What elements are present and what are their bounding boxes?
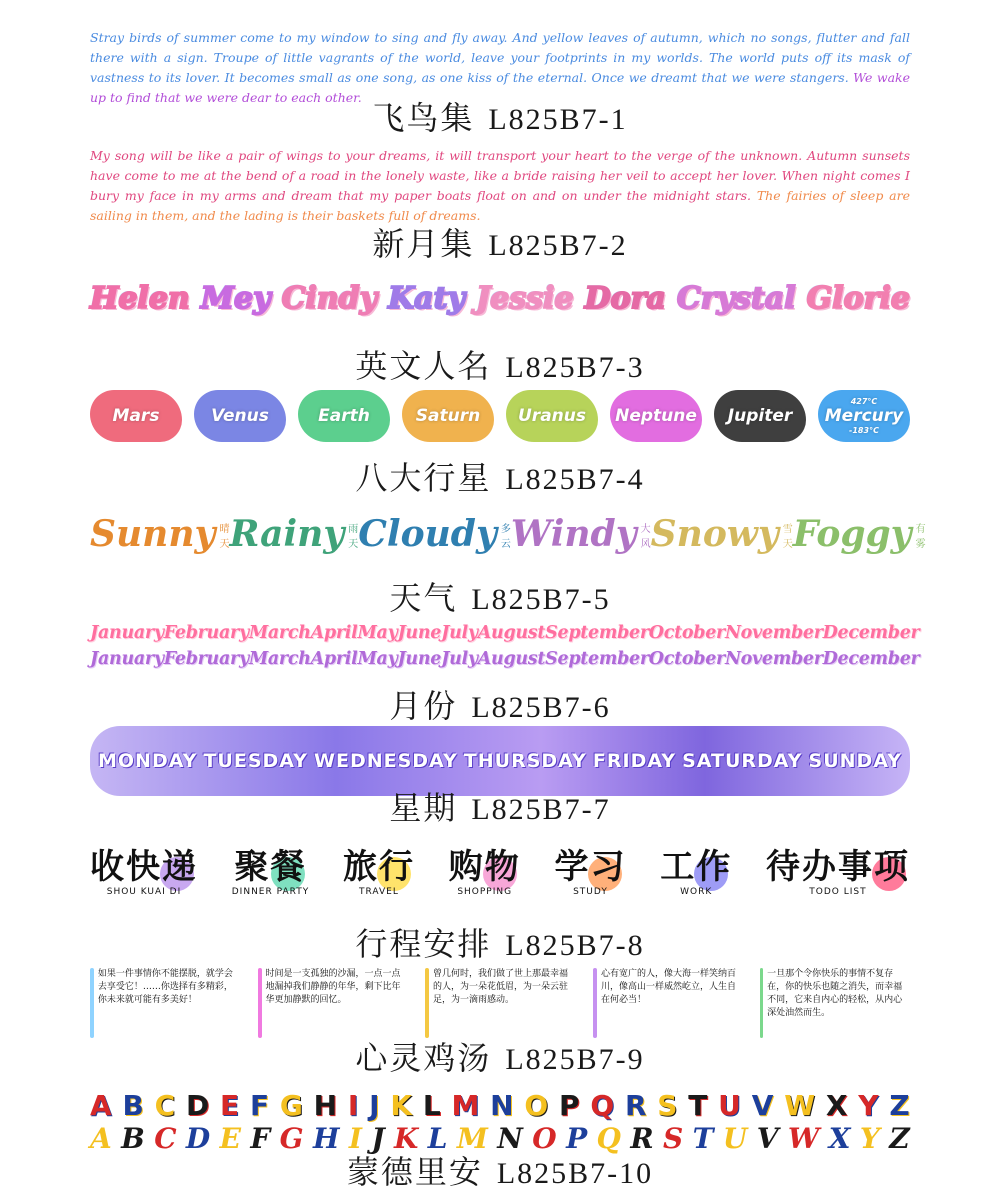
product-caption bbox=[0, 1040, 1000, 1078]
alphabet-letter: M bbox=[456, 1122, 488, 1155]
product-title: 月份 bbox=[389, 687, 458, 725]
alphabet-letter: Z bbox=[889, 1089, 910, 1122]
tape-crescent-moon bbox=[90, 146, 910, 226]
alphabet-letter: R bbox=[630, 1122, 654, 1155]
alphabet-letter: V bbox=[756, 1122, 779, 1155]
alphabet-letter: J bbox=[369, 1089, 380, 1122]
month-word: December bbox=[822, 649, 920, 669]
alphabet-letter: G bbox=[279, 1089, 303, 1122]
month-word: November bbox=[724, 649, 823, 669]
product-title: 行程安排 bbox=[355, 925, 492, 963]
planet-label: Saturn bbox=[402, 390, 494, 442]
alphabet-letter: Q bbox=[590, 1089, 615, 1122]
alphabet-letter: G bbox=[279, 1122, 304, 1155]
alphabet-letter: U bbox=[722, 1122, 748, 1155]
schedule-item bbox=[766, 847, 910, 897]
quote-note bbox=[90, 966, 240, 1040]
quote-text: 如果一件事情你不能摆脱，就学会去享受它！……你选择有多精彩，你未来就可能有多美好！ bbox=[97, 969, 233, 1005]
product-code: L825B7-7 bbox=[471, 793, 611, 826]
product-caption bbox=[0, 348, 1000, 386]
schedule-cn: 购物 bbox=[448, 847, 521, 887]
schedule-item bbox=[90, 847, 198, 897]
temperature-note: -183°C bbox=[849, 426, 879, 435]
schedule-item bbox=[343, 847, 415, 897]
alphabet-letter: C bbox=[154, 1122, 177, 1155]
schedule-en: STUDY bbox=[573, 887, 608, 897]
product-title: 飞鸟集 bbox=[372, 99, 475, 137]
alphabet-letter: Z bbox=[889, 1122, 910, 1155]
weekday-word: MONDAY bbox=[98, 750, 198, 772]
planet-label: Neptune bbox=[610, 390, 702, 442]
alphabet-letter: K bbox=[394, 1122, 419, 1155]
months-row-pink bbox=[90, 620, 920, 646]
quote-note bbox=[258, 966, 408, 1040]
month-word: January bbox=[90, 623, 164, 643]
name-word: Glorie bbox=[806, 280, 910, 316]
color-bar bbox=[760, 968, 763, 1038]
tape-mondrian-alphabet bbox=[90, 1090, 910, 1156]
quote-text: 曾几何时，我们做了世上那最幸福的人，为一朵花低眉，为一朵云驻足，为一滴雨感动。 bbox=[433, 969, 569, 1005]
schedule-item bbox=[232, 847, 309, 897]
quote-text: 时间是一支孤独的沙漏，一点一点地漏掉我们静静的年华，剩下比年华更加静默的回忆。 bbox=[265, 969, 401, 1005]
weekday-word: WEDNESDAY bbox=[314, 750, 458, 772]
product-title: 心灵鸡汤 bbox=[355, 1039, 492, 1077]
weekday-word: THURSDAY bbox=[463, 750, 587, 772]
alphabet-letter: X bbox=[828, 1122, 851, 1155]
product-code: L825B7-3 bbox=[505, 351, 645, 384]
alphabet-letter: P bbox=[559, 1089, 580, 1122]
weather-item bbox=[651, 512, 793, 556]
quote-text: 一旦那个令你快乐的事情不复存在，你的快乐也随之消失，而幸福不同，它来自内心的轻松，从内心深处油然而生。 bbox=[767, 969, 903, 1018]
planet-name: Mercury bbox=[824, 406, 904, 426]
month-word: May bbox=[357, 623, 398, 643]
weather-cn-label: 雪天 bbox=[782, 524, 793, 550]
weather-word: Sunny bbox=[90, 513, 216, 555]
schedule-en: TODO LIST bbox=[809, 887, 867, 897]
name-word: Jessie bbox=[475, 280, 574, 316]
planet-label: Jupiter bbox=[714, 390, 806, 442]
alphabet-letter: F bbox=[250, 1122, 271, 1155]
name-word: Cindy bbox=[281, 280, 378, 316]
alphabet-letter: S bbox=[657, 1089, 678, 1122]
schedule-cn: 学习 bbox=[554, 847, 627, 887]
alphabet-letter: W bbox=[787, 1122, 820, 1155]
alphabet-letter: T bbox=[692, 1122, 714, 1155]
alphabet-letter: A bbox=[90, 1122, 112, 1155]
product-title: 天气 bbox=[389, 579, 458, 617]
quote-note bbox=[425, 966, 575, 1040]
alphabet-letter: K bbox=[390, 1089, 413, 1122]
tape-english-names bbox=[90, 268, 910, 328]
alphabet-letter: S bbox=[663, 1122, 684, 1155]
product-caption bbox=[0, 688, 1000, 726]
color-bar bbox=[593, 968, 597, 1038]
alphabet-letter: E bbox=[220, 1089, 240, 1122]
name-word: Crystal bbox=[676, 280, 796, 316]
alphabet-letter: L bbox=[422, 1089, 441, 1122]
schedule-en: WORK bbox=[680, 887, 713, 897]
alphabet-letter: T bbox=[688, 1089, 708, 1122]
alphabet-letter: U bbox=[718, 1089, 741, 1122]
weekday-word: TUESDAY bbox=[203, 750, 308, 772]
month-word: February bbox=[163, 649, 249, 669]
weather-item bbox=[90, 512, 229, 556]
month-word: February bbox=[163, 623, 249, 643]
product-caption bbox=[0, 100, 1000, 138]
month-word: November bbox=[724, 623, 823, 643]
planet-label bbox=[818, 390, 910, 442]
alphabet-letter: D bbox=[185, 1122, 211, 1155]
weather-item bbox=[793, 512, 926, 556]
month-word: March bbox=[248, 623, 311, 643]
alphabet-letter: D bbox=[185, 1089, 210, 1122]
month-word: December bbox=[822, 623, 920, 643]
product-code: L825B7-5 bbox=[471, 583, 611, 616]
alphabet-letter: B bbox=[122, 1089, 144, 1122]
month-word: March bbox=[248, 649, 311, 669]
alphabet-letter: W bbox=[784, 1089, 816, 1122]
weather-item bbox=[358, 512, 511, 556]
schedule-item bbox=[660, 847, 732, 897]
alphabet-letter: H bbox=[313, 1089, 338, 1122]
schedule-en: DINNER PARTY bbox=[231, 887, 310, 897]
weather-cn-label: 多云 bbox=[500, 524, 511, 550]
alphabet-letter: O bbox=[524, 1089, 549, 1122]
planet-label: Mars bbox=[90, 390, 182, 442]
alphabet-block-row bbox=[90, 1090, 910, 1122]
color-bar bbox=[258, 968, 262, 1038]
product-title: 星期 bbox=[389, 789, 458, 827]
alphabet-letter: I bbox=[348, 1122, 362, 1155]
alphabet-letter: X bbox=[825, 1089, 848, 1122]
month-word: July bbox=[441, 649, 478, 669]
month-word: August bbox=[477, 623, 546, 643]
product-caption bbox=[0, 580, 1000, 618]
alphabet-letter: E bbox=[219, 1122, 241, 1155]
alphabet-letter: V bbox=[751, 1089, 774, 1122]
quote-note bbox=[760, 966, 910, 1040]
month-word: September bbox=[545, 623, 649, 643]
alphabet-letter: I bbox=[347, 1089, 359, 1122]
alphabet-letter: Y bbox=[859, 1122, 880, 1155]
alphabet-letter: R bbox=[624, 1089, 647, 1122]
alphabet-letter: L bbox=[427, 1122, 448, 1155]
schedule-item bbox=[554, 847, 626, 897]
product-code: L825B7-2 bbox=[488, 229, 628, 262]
tape-quotes bbox=[90, 966, 910, 1040]
schedule-en: SHOU KUAI DI bbox=[106, 887, 182, 897]
weather-cn-label: 雨天 bbox=[348, 524, 359, 550]
months-row-purple bbox=[90, 646, 920, 672]
month-word: June bbox=[397, 623, 442, 643]
tape-schedule bbox=[90, 836, 910, 908]
tape-planets bbox=[90, 386, 910, 446]
tape-stray-birds bbox=[90, 28, 910, 108]
tape-weather bbox=[90, 500, 926, 568]
schedule-cn: 聚餐 bbox=[234, 847, 307, 887]
schedule-cn: 工作 bbox=[660, 847, 733, 887]
month-word: May bbox=[357, 649, 398, 669]
quote-note bbox=[593, 966, 743, 1040]
alphabet-letter: A bbox=[90, 1089, 112, 1122]
alphabet-italic-row bbox=[90, 1122, 910, 1156]
name-word: Katy bbox=[388, 280, 465, 316]
weekday-word: SUNDAY bbox=[808, 750, 902, 772]
color-bar bbox=[425, 968, 429, 1038]
planet-label: Venus bbox=[194, 390, 286, 442]
month-word: April bbox=[310, 649, 358, 669]
product-caption bbox=[0, 460, 1000, 498]
month-word: October bbox=[648, 623, 725, 643]
product-caption bbox=[0, 926, 1000, 964]
poem-text: My song will be like a pair of wings to your dreams, it will transport your heart to the verge of the unknown. Autumn sunsets have come to me at the bend of a road in the lonely waste, like a bride raising her veil to accept her lover. When night comes I bury my face in my arms and dream that my paper boats float on and on under the midnight stars. The fairies of sleep are sailing in them, and the lading is their baskets full of dreams. bbox=[90, 148, 910, 223]
month-word: January bbox=[90, 649, 164, 669]
alphabet-letter: M bbox=[451, 1089, 480, 1122]
product-code: L825B7-8 bbox=[505, 929, 645, 962]
month-word: October bbox=[648, 649, 725, 669]
weather-item bbox=[229, 512, 358, 556]
month-word: April bbox=[310, 623, 358, 643]
product-caption bbox=[0, 790, 1000, 828]
weather-word: Windy bbox=[510, 513, 637, 555]
product-code: L825B7-9 bbox=[505, 1043, 645, 1076]
schedule-item bbox=[449, 847, 521, 897]
product-code: L825B7-6 bbox=[471, 691, 611, 724]
schedule-cn: 旅行 bbox=[342, 847, 415, 887]
schedule-cn: 待办事项 bbox=[765, 847, 910, 887]
planet-label: Earth bbox=[298, 390, 390, 442]
temperature-note: 427°C bbox=[850, 397, 878, 406]
quote-text: 心有宽广的人，像大海一样笑纳百川，像高山一样威然屹立，人生自在何必当！ bbox=[600, 969, 736, 1005]
tape-months bbox=[90, 620, 920, 672]
product-title: 新月集 bbox=[372, 225, 475, 263]
alphabet-letter: C bbox=[154, 1089, 176, 1122]
weather-item bbox=[511, 512, 651, 556]
product-code: L825B7-1 bbox=[488, 103, 628, 136]
weekday-word: FRIDAY bbox=[592, 750, 677, 772]
weather-word: Snowy bbox=[650, 513, 779, 555]
schedule-en: SHOPPING bbox=[457, 887, 513, 897]
alphabet-letter: Y bbox=[858, 1089, 879, 1122]
month-word: June bbox=[397, 649, 442, 669]
weather-cn-label: 晴天 bbox=[219, 524, 230, 550]
month-word: September bbox=[545, 649, 649, 669]
alphabet-letter: N bbox=[497, 1122, 523, 1155]
name-word: Mey bbox=[200, 280, 271, 316]
alphabet-letter: B bbox=[121, 1122, 145, 1155]
schedule-cn: 收快递 bbox=[90, 847, 198, 887]
product-title: 蒙德里安 bbox=[346, 1153, 483, 1191]
alphabet-letter: N bbox=[490, 1089, 514, 1122]
alphabet-letter: F bbox=[249, 1089, 270, 1122]
month-word: July bbox=[441, 623, 478, 643]
planet-label: Uranus bbox=[506, 390, 598, 442]
alphabet-letter: J bbox=[371, 1122, 385, 1155]
product-title: 八大行星 bbox=[355, 459, 492, 497]
weekday-word: SATURDAY bbox=[682, 750, 803, 772]
name-word: Dora bbox=[584, 280, 666, 316]
alphabet-letter: O bbox=[532, 1122, 557, 1155]
schedule-en: TRAVEL bbox=[359, 887, 399, 897]
weather-cn-label: 有雾 bbox=[915, 524, 926, 550]
product-caption bbox=[0, 226, 1000, 264]
product-code: L825B7-10 bbox=[496, 1157, 654, 1190]
name-word: Helen bbox=[90, 280, 190, 316]
product-caption bbox=[0, 1154, 1000, 1192]
alphabet-letter: Q bbox=[596, 1122, 621, 1155]
month-word: August bbox=[477, 649, 546, 669]
alphabet-letter: H bbox=[312, 1122, 340, 1155]
alphabet-letter: P bbox=[566, 1122, 588, 1155]
poem-text: Stray birds of summer come to my window to sing and fly away. And yellow leaves of autumn, which no songs, flutter and fall there with a sign. Troupe of little vagrants of the world, leave your footprints in my worlds. The world puts off its mask of vastness to its lover. It becomes small as one song, as one kiss of the eternal. Once we dreamt that we were stangers. We wake up to find that we were dear to each other. bbox=[90, 30, 910, 105]
color-bar bbox=[90, 968, 94, 1038]
weather-word: Cloudy bbox=[358, 513, 497, 555]
tape-weekdays bbox=[90, 726, 910, 796]
product-title: 英文人名 bbox=[355, 347, 492, 385]
weather-cn-label: 大风 bbox=[640, 524, 651, 550]
weather-word: Rainy bbox=[229, 513, 345, 555]
product-code: L825B7-4 bbox=[505, 463, 645, 496]
weather-word: Foggy bbox=[792, 513, 912, 555]
